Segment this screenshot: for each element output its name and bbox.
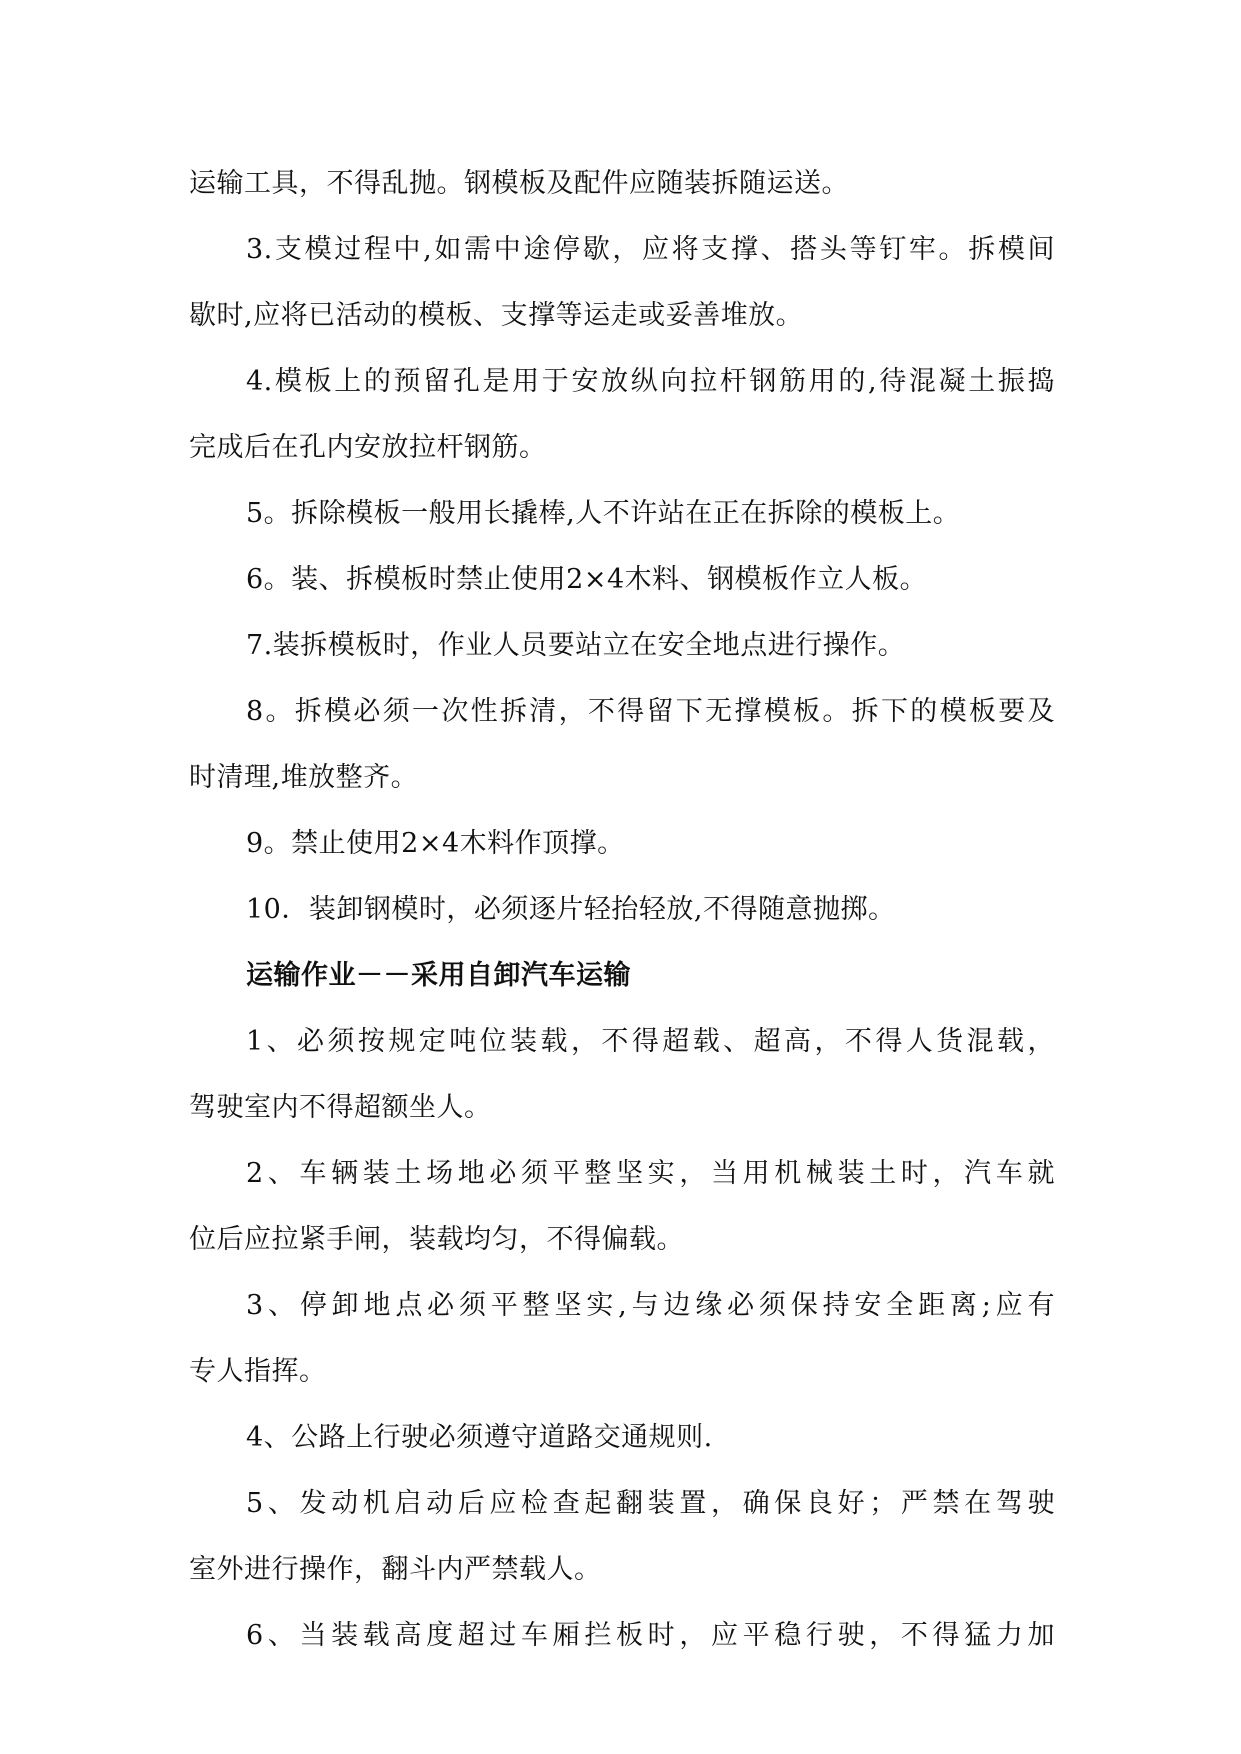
text-line: 8。拆模必须一次性拆清，不得留下无撑模板。拆下的模板要及 <box>246 696 1055 727</box>
text-line: 时清理,堆放整齐。 <box>189 762 419 793</box>
section-heading: 运输作业－－采用自卸汽车运输 <box>246 960 631 991</box>
text-line: 5、发动机启动后应检查起翻装置，确保良好；严禁在驾驶 <box>246 1488 1055 1519</box>
text-line: 驾驶室内不得超额坐人。 <box>189 1092 492 1123</box>
text-line: 3.支模过程中,如需中途停歇，应将支撑、搭头等钉牢。拆模间 <box>246 234 1055 265</box>
text-line: 6、当装载高度超过车厢拦板时，应平稳行驶，不得猛力加 <box>246 1620 1055 1651</box>
text-line: 6。装、拆模板时禁止使用2×4木料、钢模板作立人板。 <box>246 564 928 595</box>
text-line: 位后应拉紧手闸，装载均匀，不得偏载。 <box>189 1224 684 1255</box>
text-line: 7.装拆模板时，作业人员要站立在安全地点进行操作。 <box>246 630 906 661</box>
text-line: 3、停卸地点必须平整坚实,与边缘必须保持安全距离;应有 <box>246 1290 1055 1321</box>
text-line: 5。拆除模板一般用长撬棒,人不许站在正在拆除的模板上。 <box>246 498 961 529</box>
text-line: 完成后在孔内安放拉杆钢筋。 <box>189 432 547 463</box>
text-line: 歇时,应将已活动的模板、支撑等运走或妥善堆放。 <box>189 300 804 331</box>
text-line: 专人指挥。 <box>189 1356 327 1387</box>
text-line: 运输工具，不得乱抛。钢模板及配件应随装拆随运送。 <box>189 168 849 199</box>
text-line: 10．装卸钢模时，必须逐片轻抬轻放,不得随意抛掷。 <box>246 894 896 925</box>
text-line: 2、车辆装土场地必须平整坚实，当用机械装土时，汽车就 <box>246 1158 1055 1189</box>
text-line: 4、公路上行驶必须遵守道路交通规则. <box>246 1422 713 1453</box>
document-body <box>189 151 1055 1669</box>
text-line: 1、必须按规定吨位装载，不得超载、超高，不得人货混载， <box>246 1026 1055 1057</box>
text-line: 4.模板上的预留孔是用于安放纵向拉杆钢筋用的,待混凝土振捣 <box>246 366 1055 397</box>
text-line: 室外进行操作，翻斗内严禁载人。 <box>189 1554 602 1585</box>
text-line: 9。禁止使用2×4木料作顶撑。 <box>246 828 625 859</box>
